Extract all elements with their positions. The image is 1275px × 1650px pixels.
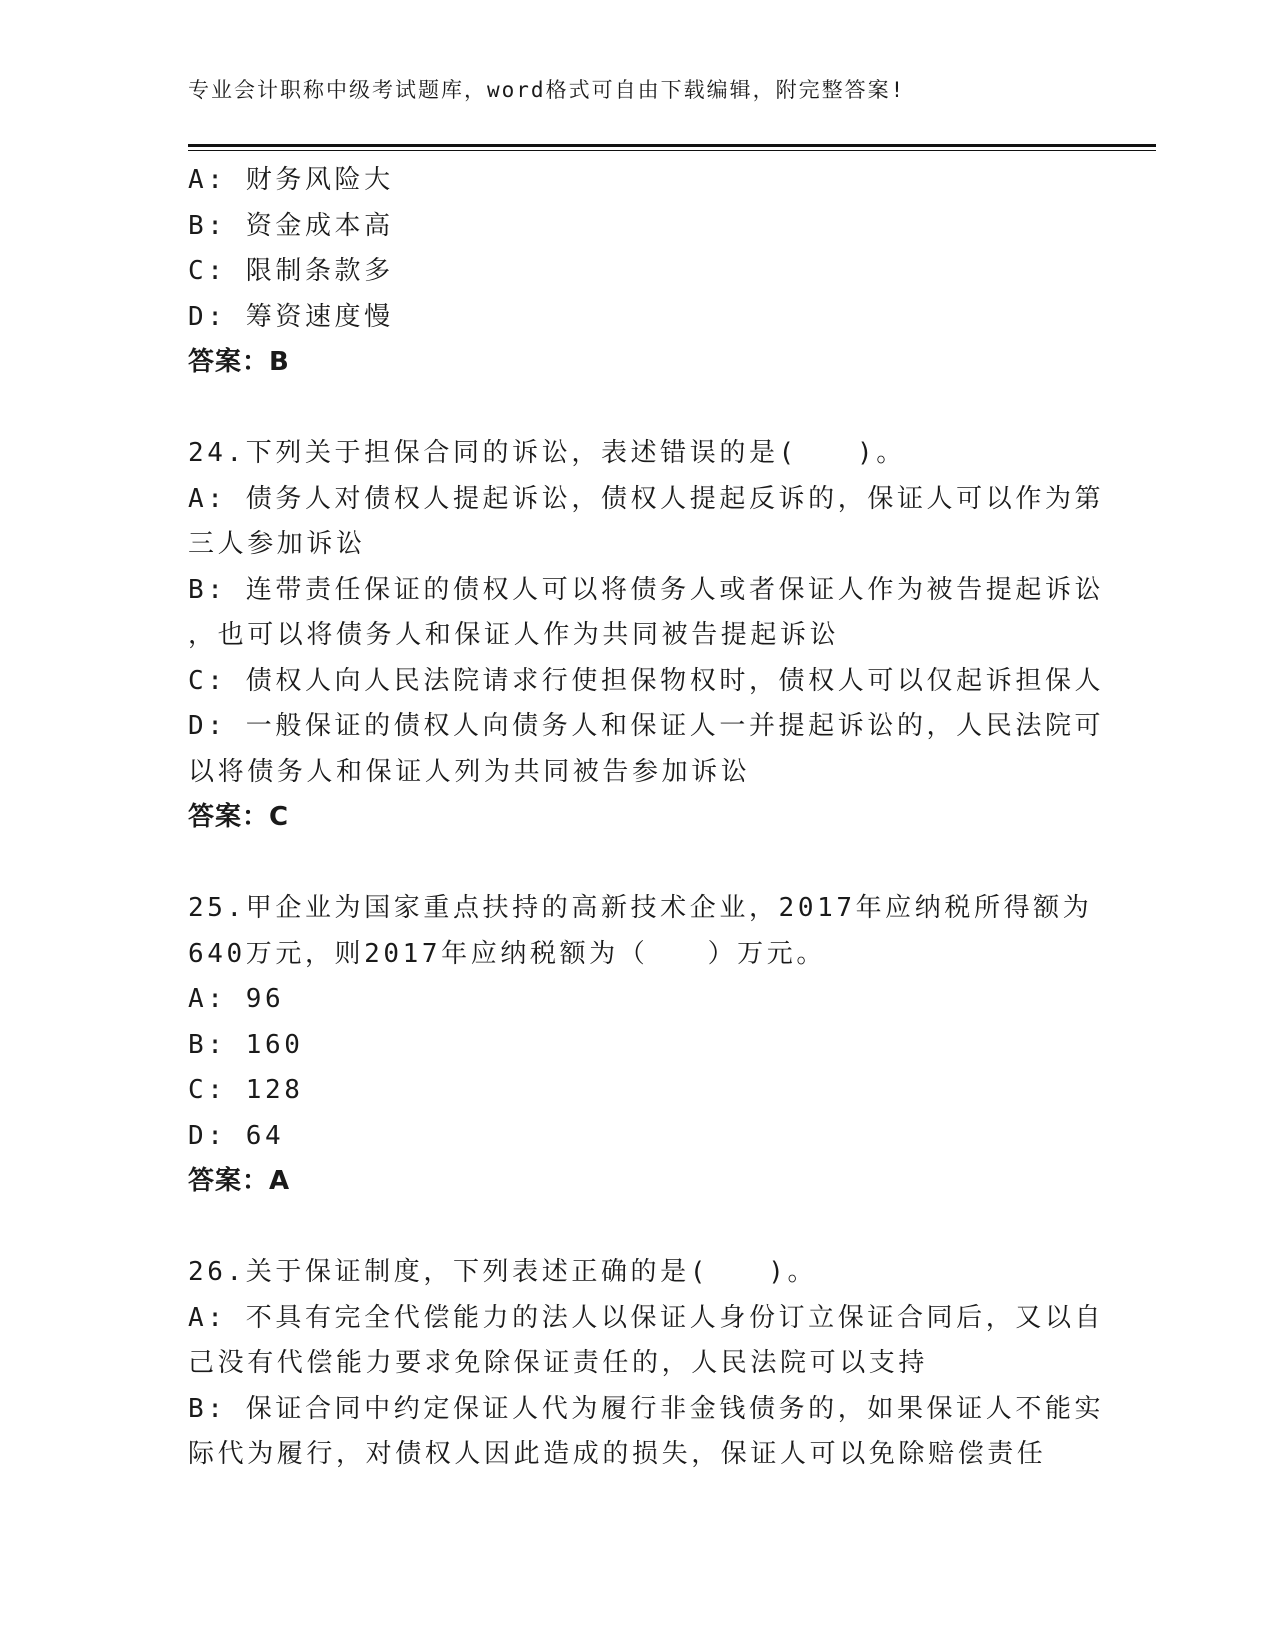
- answer-label: 答案：B: [188, 347, 290, 377]
- question-content: [188, 158, 1105, 1478]
- option-line: A: 债务人对债权人提起诉讼，债权人提起反诉的，保证人可以作为第: [188, 483, 1105, 514]
- spacer: [188, 386, 1088, 432]
- option-line: C: 128: [188, 1075, 304, 1105]
- question-stem: 25.甲企业为国家重点扶持的高新技术企业，2017年应纳税所得额为: [188, 893, 1093, 923]
- option-line: C: 限制条款多: [188, 256, 394, 286]
- spacer: [188, 841, 1088, 887]
- option-line: D: 一般保证的债权人向债务人和保证人一并提起诉讼的，人民法院可: [188, 711, 1105, 741]
- option-line: B: 资金成本高: [188, 210, 394, 241]
- option-line: A: 财务风险大: [188, 165, 394, 195]
- option-line: ，也可以将债务人和保证人作为共同被告提起诉讼: [188, 620, 840, 650]
- question-stem: 24.下列关于担保合同的诉讼，表述错误的是( )。: [188, 438, 906, 468]
- option-line: C: 债权人向人民法院请求行使担保物权时，债权人可以仅起诉担保人: [188, 665, 1105, 696]
- option-line: D: 64: [188, 1120, 285, 1151]
- header-rule-thin: [188, 150, 1156, 151]
- answer-label: 答案：A: [188, 1166, 291, 1196]
- page-header: 专业会计职称中级考试题库，word格式可自由下载编辑，附完整答案!: [188, 78, 906, 102]
- question-stem: 26.关于保证制度，下列表述正确的是( )。: [188, 1257, 818, 1287]
- option-line: A: 不具有完全代偿能力的法人以保证人身份订立保证合同后，又以自: [188, 1302, 1105, 1333]
- option-line: B: 保证合同中约定保证人代为履行非金钱债务的，如果保证人不能实: [188, 1393, 1105, 1424]
- answer-label: 答案：C: [188, 802, 290, 832]
- option-line: B: 连带责任保证的债权人可以将债务人或者保证人作为被告提起诉讼: [188, 574, 1105, 605]
- option-line: A: 96: [188, 984, 285, 1014]
- option-line: 己没有代偿能力要求免除保证责任的，人民法院可以支持: [188, 1348, 929, 1378]
- option-line: 际代为履行，对债权人因此造成的损失，保证人可以免除赔偿责任: [188, 1439, 1047, 1469]
- option-line: D: 筹资速度慢: [188, 301, 394, 332]
- spacer: [188, 1205, 1088, 1251]
- option-line: 以将债务人和保证人列为共同被告参加诉讼: [188, 756, 751, 787]
- header-rule-thick: [188, 144, 1156, 147]
- option-line: B: 160: [188, 1029, 304, 1060]
- question-stem: 640万元，则2017年应纳税额为（ ）万元。: [188, 938, 826, 969]
- option-line: 三人参加诉讼: [188, 529, 366, 559]
